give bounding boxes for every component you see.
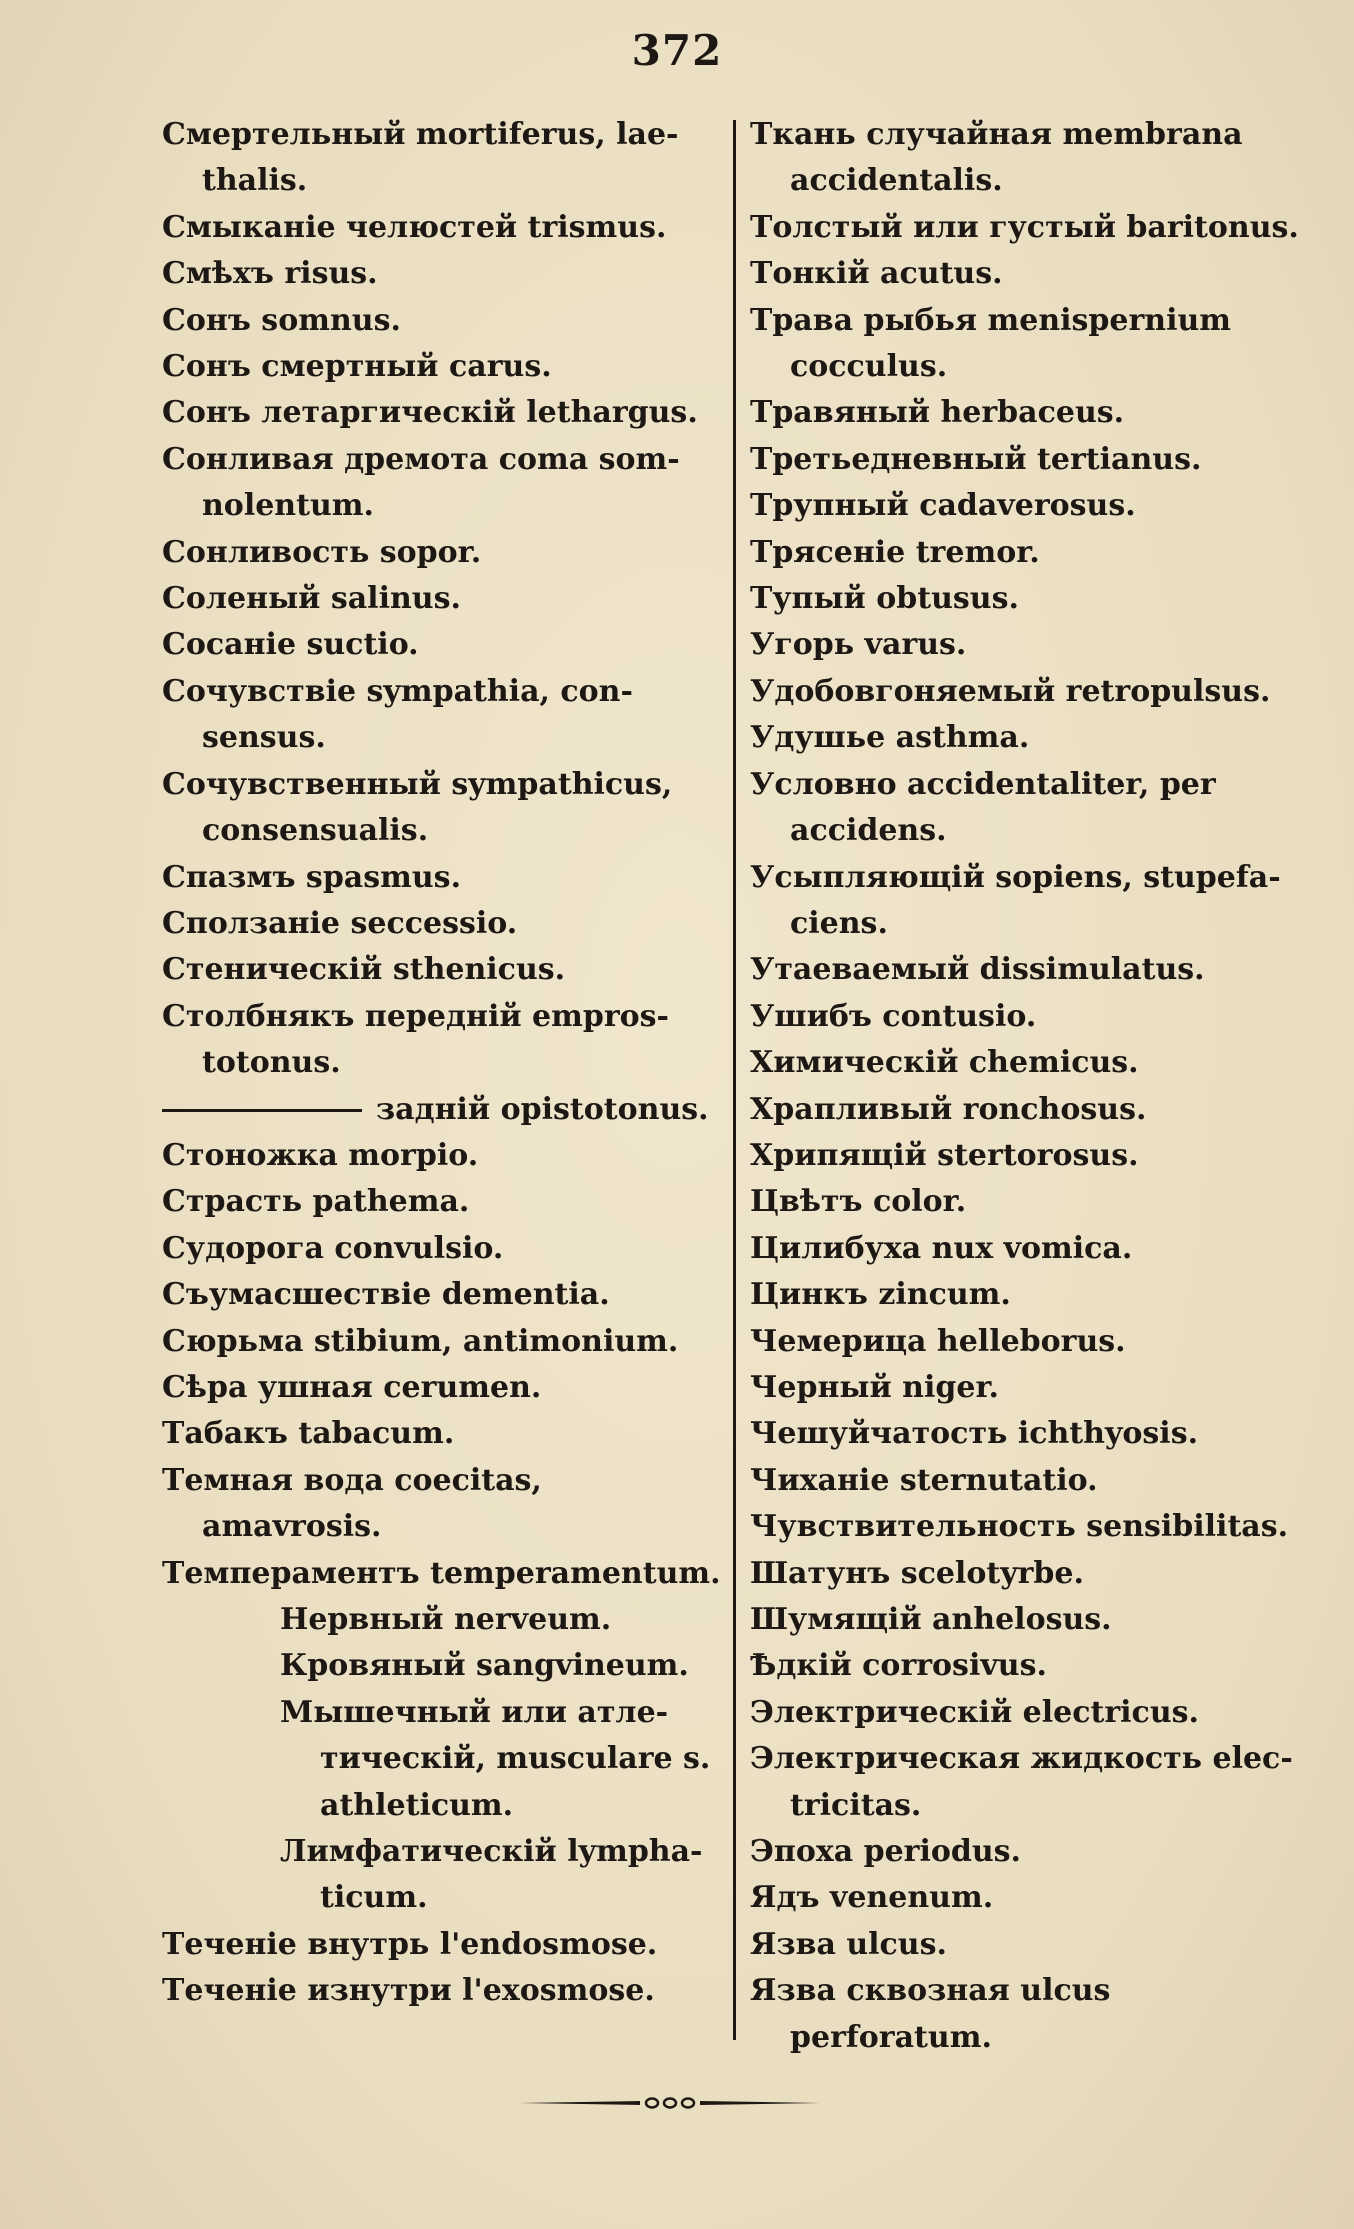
dictionary-entry — [750, 1736, 1315, 1829]
dictionary-entry — [162, 251, 722, 297]
entry-text: Сонъ смертный carus. — [162, 349, 552, 385]
dictionary-entry — [750, 298, 1315, 391]
dictionary-entry — [750, 1690, 1315, 1736]
dictionary-entry — [750, 715, 1315, 761]
entry-text: Съумасшествіе dementia. — [162, 1277, 610, 1313]
dictionary-entry — [750, 1133, 1315, 1179]
entry-text: Ѣдкій corrosivus. — [750, 1648, 1047, 1684]
entry-text: Третьедневный tertianus. — [750, 441, 1202, 477]
entry-text: Нервный nerveum. — [280, 1602, 612, 1637]
dictionary-entry — [750, 762, 1315, 855]
dictionary-entry — [750, 855, 1315, 948]
entry-text: Угорь varus. — [750, 627, 967, 663]
dictionary-entry — [750, 1551, 1315, 1597]
dictionary-entry — [750, 1365, 1315, 1411]
entry-text: Цвѣтъ color. — [750, 1184, 967, 1220]
entry-text: Тонкій acutus. — [750, 256, 1003, 292]
dictionary-entry — [162, 1829, 722, 1922]
entry-text: Чешуйчатость ichthyosis. — [750, 1416, 1199, 1452]
dictionary-entry — [750, 1597, 1315, 1643]
end-ornament — [520, 2096, 820, 2110]
dictionary-entry — [162, 901, 722, 947]
dictionary-entry — [162, 1179, 722, 1225]
entry-text: Ушибъ contusio. — [750, 998, 1037, 1034]
dictionary-entry — [750, 1319, 1315, 1365]
dictionary-entry — [750, 1179, 1315, 1225]
entry-text: Трава рыбья menispernium cocculus. — [750, 302, 1232, 385]
dictionary-entry — [162, 530, 722, 576]
entry-text: Сонъ летаргическій lethargus. — [162, 395, 698, 431]
entry-text: Сонливая дремота coma somnolentum. — [162, 441, 680, 524]
dictionary-entry — [162, 1087, 722, 1133]
entry-text: Темпераментъ temperamentum. — [162, 1555, 721, 1591]
dictionary-entry — [162, 1411, 722, 1457]
entry-text: Страсть pathema. — [162, 1184, 470, 1220]
entry-text: Условно accidentaliter, per accidens. — [750, 766, 1216, 849]
dictionary-entry — [162, 1365, 722, 1411]
dictionary-entry — [750, 1458, 1315, 1504]
entry-text: Чувствительность sensibilitas. — [750, 1509, 1289, 1545]
column-divider — [733, 120, 736, 2040]
dictionary-entry — [162, 1968, 722, 2014]
entry-text: Толстый или густый baritonus. — [750, 209, 1299, 245]
dictionary-entry — [750, 1411, 1315, 1457]
dictionary-entry — [162, 1272, 722, 1318]
entry-text: Сюрьма stibium, antimonium. — [162, 1323, 679, 1359]
dictionary-entry — [750, 947, 1315, 993]
entry-text: Чиханіе sternutatio. — [750, 1462, 1098, 1498]
entry-text: Удобовгоняемый retropulsus. — [750, 673, 1271, 709]
dictionary-entry — [162, 205, 722, 251]
dictionary-entry — [162, 1690, 722, 1829]
entry-text: Темная вода coecitas, amavrosis. — [162, 1462, 542, 1545]
entry-text: Стеническій sthenicus. — [162, 952, 566, 988]
dictionary-entry — [750, 576, 1315, 622]
dictionary-entry — [750, 483, 1315, 529]
entry-text: Спазмъ spasmus. — [162, 859, 462, 895]
dictionary-entry — [750, 1829, 1315, 1875]
dictionary-entry — [162, 1597, 722, 1643]
entry-text: Чемерица helleborus. — [750, 1323, 1126, 1359]
entry-text: Смѣхъ risus. — [162, 256, 378, 292]
dictionary-entry — [750, 669, 1315, 715]
dictionary-entry — [750, 1922, 1315, 1968]
entry-text: Цинкъ zincum. — [750, 1277, 1011, 1313]
dictionary-entry — [750, 437, 1315, 483]
dictionary-entry — [750, 1643, 1315, 1689]
entry-text: Мышечный или атлетическій, musculare s. athleticum. — [280, 1694, 711, 1823]
dictionary-entry — [750, 530, 1315, 576]
entry-text: Трупный cadaverosus. — [750, 488, 1136, 524]
dictionary-entry — [162, 112, 722, 205]
dictionary-entry — [750, 622, 1315, 668]
entry-text: Стоножка morpio. — [162, 1137, 479, 1173]
entry-text: задній opistotonus. — [376, 1091, 709, 1127]
dictionary-entry — [162, 947, 722, 993]
dictionary-entry — [750, 1040, 1315, 1086]
dictionary-entry — [162, 576, 722, 622]
dictionary-entry — [162, 1551, 722, 1597]
entry-text: Ядъ venenum. — [750, 1880, 994, 1916]
entry-text: Сосаніе suctio. — [162, 627, 419, 663]
dictionary-entry — [750, 205, 1315, 251]
dictionary-entry — [162, 298, 722, 344]
dictionary-entry — [750, 390, 1315, 436]
entry-text: Сонливость sopor. — [162, 534, 482, 570]
dictionary-entry — [162, 1319, 722, 1365]
entry-text: Смыканіе челюстей trismus. — [162, 209, 667, 245]
entry-text: Трясеніе tremor. — [750, 534, 1040, 570]
entry-text: Электрическій electricus. — [750, 1694, 1199, 1730]
right-column — [750, 112, 1315, 2061]
dictionary-entry — [162, 1643, 722, 1689]
entry-text: Сочувственный sympathicus, consensualis. — [162, 766, 673, 849]
entry-text: Язва ulcus. — [750, 1926, 947, 1962]
dictionary-entry — [750, 994, 1315, 1040]
entry-text: Теченіе изнутри l'exosmose. — [162, 1973, 655, 2009]
entry-text: Сѣра ушная cerumen. — [162, 1369, 542, 1405]
entry-text: Усыпляющій sopiens, stupefaciens. — [750, 859, 1281, 941]
entry-text: Травяный herbaceus. — [750, 395, 1125, 431]
dictionary-entry — [750, 1272, 1315, 1318]
dictionary-entry — [162, 994, 722, 1087]
entry-text: Хрипящій stertorosus. — [750, 1137, 1139, 1173]
dictionary-entry — [162, 1133, 722, 1179]
entry-text: Тупый obtusus. — [750, 581, 1019, 617]
entry-text: Язва сквозная ulcus perforatum. — [750, 1973, 1111, 2055]
entry-text: Ткань случайная membrana accidentalis. — [750, 117, 1243, 199]
dictionary-entry — [162, 622, 722, 668]
dictionary-entry — [162, 437, 722, 530]
entry-text: Теченіе внутрь l'endosmose. — [162, 1926, 658, 1962]
entry-text: Лимфатическій lymphaticum. — [280, 1834, 703, 1916]
left-column — [162, 112, 722, 2015]
entry-text: Сонъ somnus. — [162, 302, 401, 338]
dictionary-entry — [162, 669, 722, 762]
repeat-dash — [162, 1109, 362, 1112]
dictionary-entry — [750, 1968, 1315, 2061]
entry-text: Цилибуха nux vomica. — [750, 1230, 1133, 1266]
dictionary-entry — [162, 344, 722, 390]
entry-text: Кровяный sangvineum. — [280, 1648, 689, 1684]
entry-text: Утаеваемый dissimulatus. — [750, 952, 1205, 988]
entry-text: Храпливый ronchosus. — [750, 1091, 1147, 1127]
dictionary-entry — [750, 1504, 1315, 1550]
dictionary-entry — [162, 855, 722, 901]
page-number: 372 — [631, 26, 723, 75]
dictionary-entry — [750, 1087, 1315, 1133]
entry-text: Судорога convulsio. — [162, 1230, 504, 1266]
entry-text: Шумящій anhelosus. — [750, 1602, 1112, 1637]
dictionary-entry — [162, 390, 722, 436]
dictionary-entry — [750, 251, 1315, 297]
dictionary-entry — [750, 1226, 1315, 1272]
dictionary-entry — [162, 1226, 722, 1272]
entry-text: Сочувствіе sympathia, consensus. — [162, 673, 633, 756]
dictionary-entry — [162, 762, 722, 855]
entry-text: Смертельный mortiferus, laethalis. — [162, 117, 679, 199]
entry-text: Эпоха periodus. — [750, 1834, 1021, 1870]
entry-text: Химическій chemicus. — [750, 1045, 1139, 1081]
entry-text: Табакъ tabacum. — [162, 1416, 455, 1452]
dictionary-entry — [750, 112, 1315, 205]
dictionary-entry — [162, 1458, 722, 1551]
entry-text: Шатунъ scelotyrbe. — [750, 1555, 1084, 1591]
entry-text: Удушье asthma. — [750, 720, 1030, 756]
entry-text: Столбнякъ передній emprostotonus. — [162, 998, 669, 1081]
dictionary-entry — [750, 1875, 1315, 1921]
entry-text: Электрическая жидкость electricitas. — [750, 1741, 1293, 1823]
dictionary-entry — [162, 1922, 722, 1968]
entry-text: Соленый salinus. — [162, 581, 461, 617]
entry-text: Черный niger. — [750, 1369, 999, 1405]
entry-text: Сползаніе seccessio. — [162, 905, 518, 941]
